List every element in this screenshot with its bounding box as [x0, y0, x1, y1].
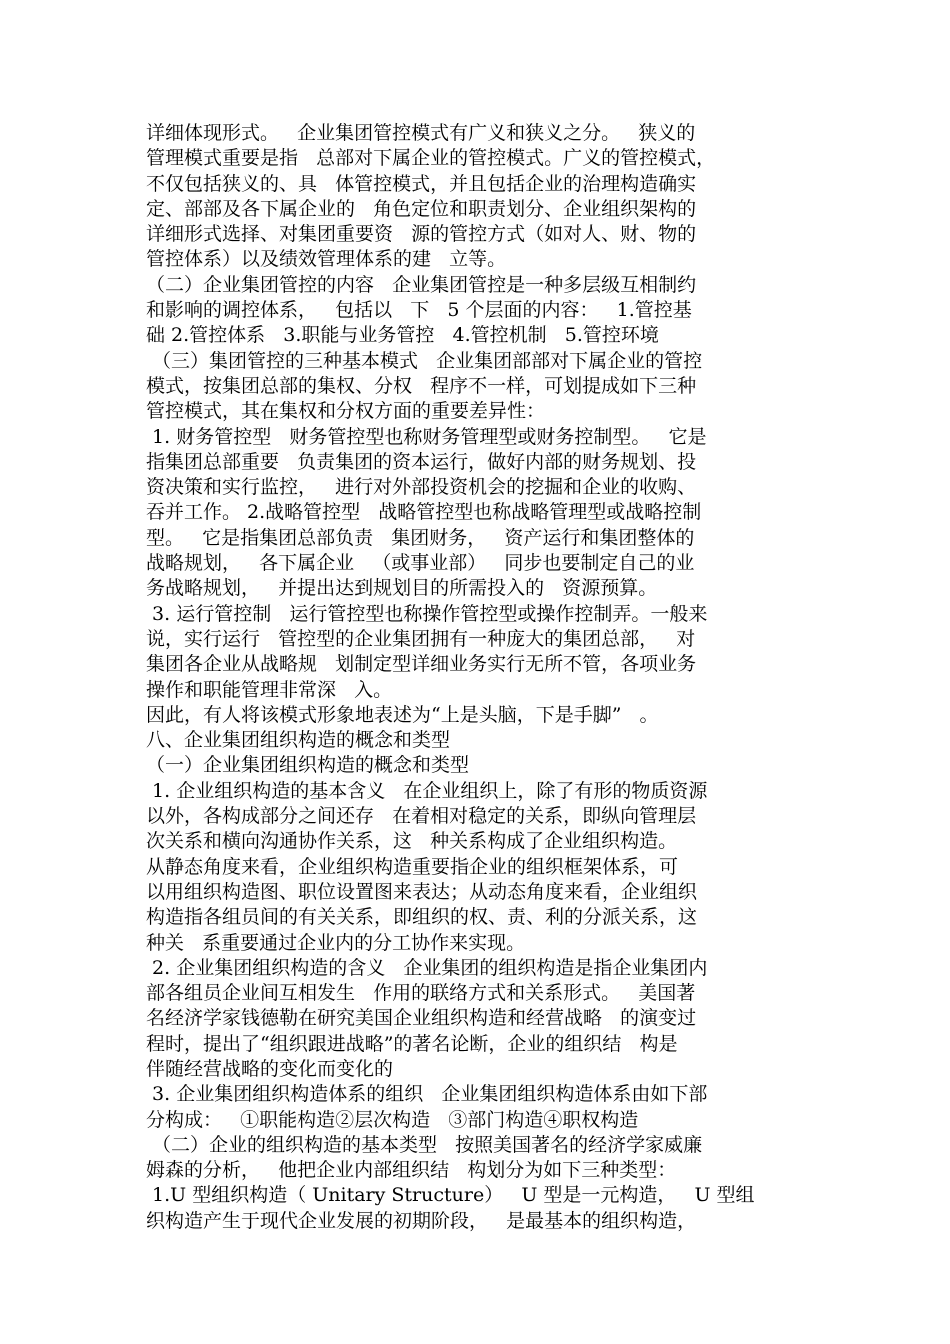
text-line: 资决策和实行监控， 进行对外部投资机会的挖掘和企业的收购、 — [146, 476, 697, 499]
text-line: 管控体系）以及绩效管理体系的建 立等。 — [146, 248, 507, 271]
text-line: 3. 企业集团组织构造体系的组织 企业集团组织构造体系由如下部 — [146, 1083, 708, 1106]
text-line: 从静态角度来看，企业组织构造重要指企业的组织框架体系，可 — [146, 855, 679, 878]
text-line: 详细形式选择、对集团重要资 源的管控方式（如对人、财、物的 — [146, 223, 697, 246]
text-line: 以外，各构成部分之间还存 在着相对稳定的关系，即纵向管理层 — [146, 805, 697, 828]
text-line: 模式，按集团总部的集权、分权 程序不一样，可划提成如下三种 — [146, 374, 697, 397]
text-line: 详细体现形式。 企业集团管控模式有广义和狭义之分。 狭义的 — [146, 122, 696, 144]
text-line: 操作和职能管理非常深 入。 — [146, 678, 393, 701]
text-line: 八、企业集团组织构造的概念和类型 — [146, 729, 451, 752]
text-line: 础 2.管控体系 3.职能与业务管控 4.管控机制 5.管控环境 — [146, 324, 659, 347]
text-line: 集团各企业从战略规 划制定型详细业务实行无所不管，各项业务 — [146, 653, 697, 676]
text-line: 以用组织构造图、职位设置图来表达；从动态角度来看，企业组织 — [146, 880, 698, 903]
text-line: 指集团总部重要 负责集团的资本运行，做好内部的财务规划、投 — [146, 450, 697, 473]
text-line: 定、部部及各下属企业的 角色定位和职责划分、企业组织架构的 — [146, 197, 697, 220]
text-line: 姆森的分析， 他把企业内部组织结 构划分为如下三种类型： — [146, 1159, 677, 1182]
text-line: 不仅包括狭义的、具 体管控模式，并且包括企业的治理构造确实 — [146, 172, 697, 195]
text-line: 管控模式，其在集权和分权方面的重要差异性： — [146, 400, 546, 423]
text-line: 战略规划， 各下属企业 （或事业部） 同步也要制定自己的业 — [146, 552, 695, 575]
text-line: 3. 运行管控制 运行管控型也称操作管控型或操作控制弄。一般来 — [146, 602, 708, 625]
text-line: 程时，提出了“组织跟进战略”的著名论断，企业的组织结 构是 — [146, 1032, 678, 1055]
text-line: 名经济学家钱德勒在研究美国企业组织构造和经营战略 的演变过 — [146, 1007, 697, 1030]
text-line: 吞并工作。 2.战略管控型 战略管控型也称战略管理型或战略控制 — [146, 501, 702, 524]
text-line: （一）企业集团组织构造的概念和类型 — [146, 754, 470, 777]
text-line: 次关系和横向沟通协作关系，这 种关系构成了企业组织构造。 — [146, 830, 678, 853]
text-line: 和影响的调控体系， 包括以 下 5 个层面的内容： 1.管控基 — [146, 299, 692, 322]
text-line: 部各组员企业间互相发生 作用的联络方式和关系形式。 美国著 — [146, 982, 696, 1005]
body-text — [146, 121, 816, 1234]
text-line: 种关 系重要通过企业内的分工协作来实现。 — [146, 931, 526, 954]
text-line: 2. 企业集团组织构造的含义 企业集团的组织构造是指企业集团内 — [146, 956, 708, 979]
text-line: 因此，有人将该模式形象地表述为“上是头脑，下是手脚” 。 — [146, 703, 659, 726]
text-line: 1. 财务管控型 财务管控型也称财务管理型或财务控制型。 它是 — [146, 425, 707, 448]
text-line: 伴随经营战略的变化而变化的 — [146, 1057, 394, 1080]
text-line: 构造指各组员间的有关关系，即组织的权、责、利的分派关系，这 — [146, 906, 698, 929]
text-line: 织构造产生于现代企业发展的初期阶段， 是最基本的组织构造， — [146, 1209, 697, 1232]
text-line: 分构成： ①职能构造②层次构造 ③部门构造④职权构造 — [146, 1108, 639, 1131]
text-line: 务战略规划， 并提出达到规划目的所需投入的 资源预算。 — [146, 577, 658, 600]
text-line: （二）企业的组织构造的基本类型 按照美国著名的经济学家威廉 — [146, 1133, 703, 1156]
text-line: 管理模式重要是指 总部对下属企业的管控模式。广义的管控模式， — [146, 147, 716, 170]
text-line: 说，实行运行 管控型的企业集团拥有一种庞大的集团总部， 对 — [146, 627, 696, 650]
text-line: 型。 它是指集团总部负责 集团财务， 资产运行和集团整体的 — [146, 526, 695, 549]
text-line: （二）企业集团管控的内容 企业集团管控是一种多层级互相制约 — [146, 273, 697, 296]
text-line: 1. 企业组织构造的基本含义 在企业组织上，除了有形的物质资源 — [146, 779, 708, 802]
text-line: 1.U 型组织构造（ Unitary Structure） U 型是一元构造， U 型组 — [146, 1184, 755, 1207]
text-line: （三）集团管控的三种基本模式 企业集团部部对下属企业的管控 — [146, 349, 703, 372]
